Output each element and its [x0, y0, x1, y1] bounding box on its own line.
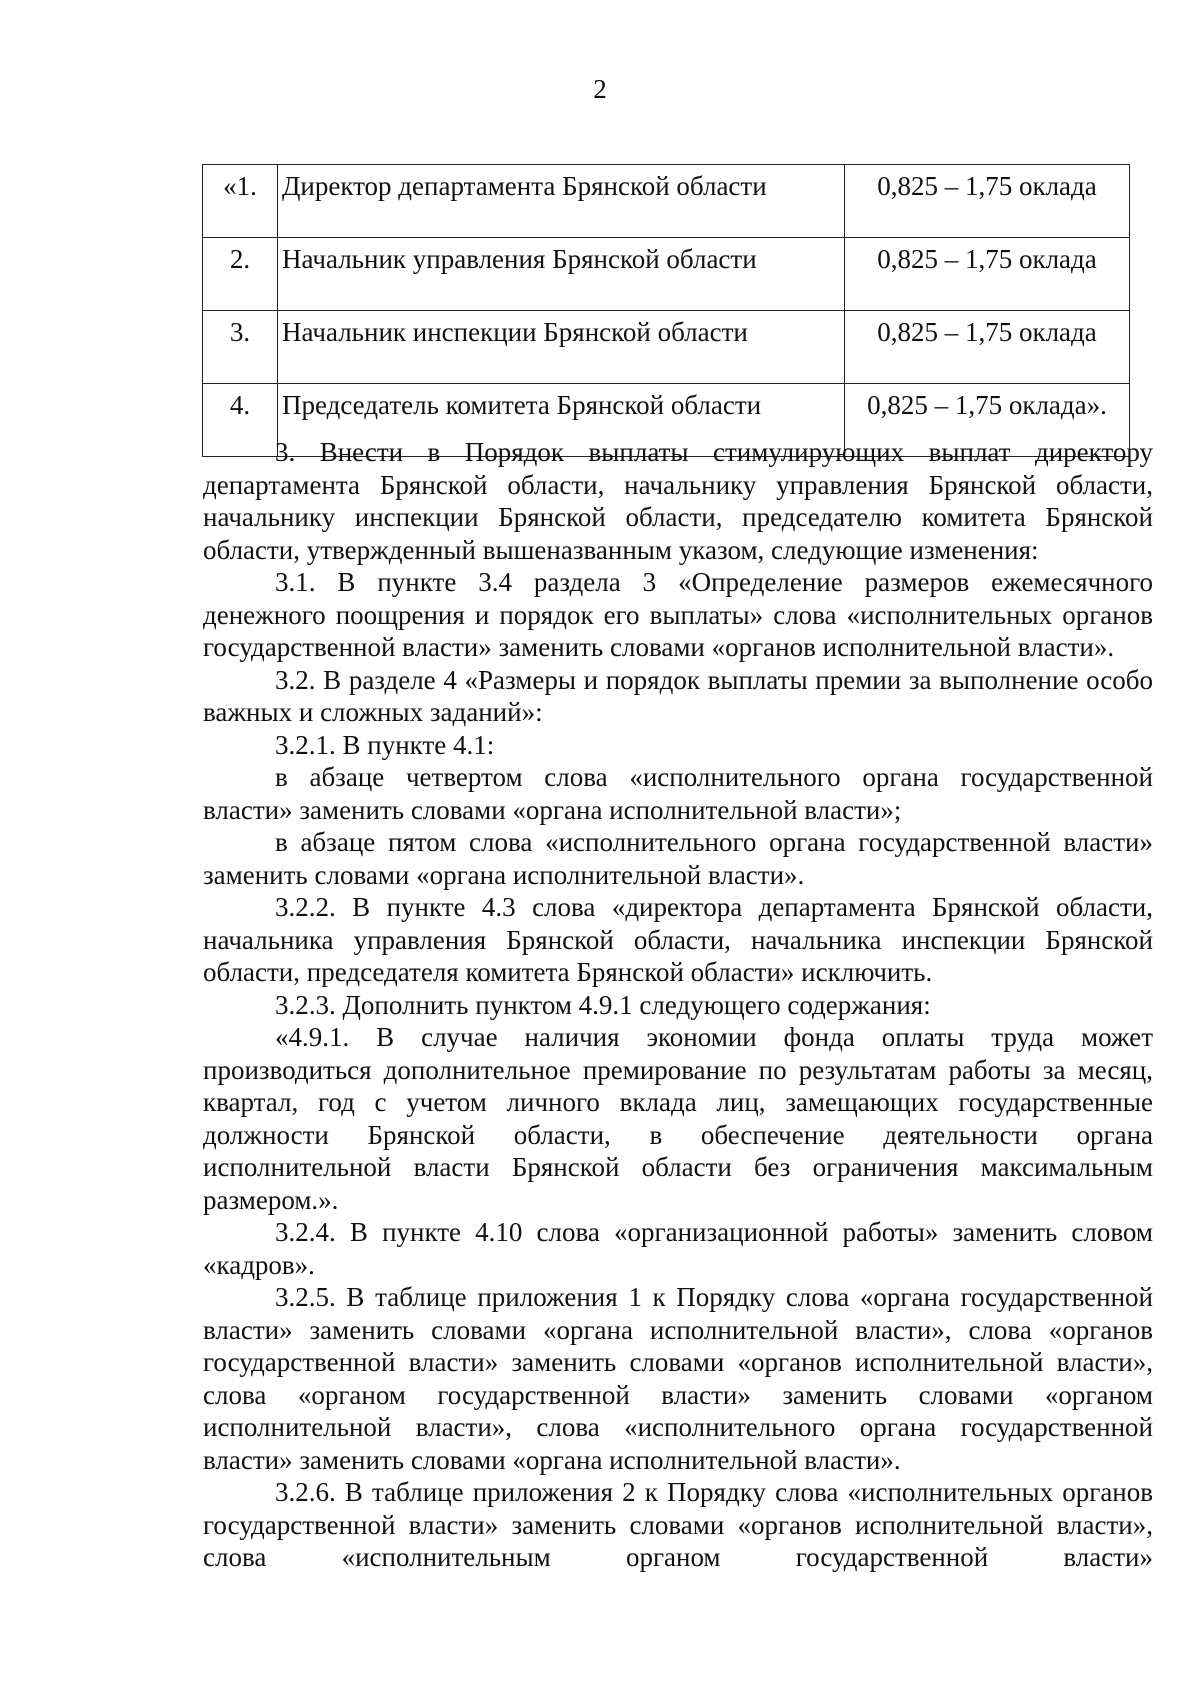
- salary-rate: 0,825 – 1,75 оклада: [845, 311, 1130, 384]
- row-number: «1.: [203, 165, 278, 238]
- position-title: Начальник инспекции Брянской области: [278, 311, 845, 384]
- document-body: [203, 436, 1153, 1574]
- paragraph-3-1: 3.1. В пункте 3.4 раздела 3 «Определение размеров ежемесячного денежного поощрения и порядок его выплаты» слова «исполнительных органов государственной власти» заменить словами «органов исполнительной власти».: [203, 567, 1153, 662]
- table-row: [203, 165, 1130, 238]
- row-number: 2.: [203, 238, 278, 311]
- paragraph-abzac-4: в абзаце четвертом слова «исполнительного органа государственной власти» заменить словами «органа исполнительной власти»;: [203, 762, 1153, 825]
- paragraph-3-2-1: 3.2.1. В пункте 4.1:: [275, 729, 495, 760]
- paragraph-3-2-5: 3.2.5. В таблице приложения 1 к Порядку слова «органа государственной власти» заменить словами «органа исполнительной власти», слова «органов государственной власти» заменить словами «органов исполнительной власти», слова «органом государственной власти» заменить словами «органом исполнительной власти», слова «исполнительного органа государственной власти» заменить словами «органа исполнительной власти».: [203, 1282, 1153, 1475]
- paragraph-3: 3. Внести в Порядок выплаты стимулирующих выплат директору департамента Брянской области, начальнику управления Брянской области, начальнику инспекции Брянской области, председателю комитета Брянской области, утвержденный вышеназванным указом, следующие изменения:: [203, 437, 1153, 565]
- position-title: Начальник управления Брянской области: [278, 238, 845, 311]
- position-title: Председатель комитета Брянской области: [278, 384, 845, 457]
- salary-rate: 0,825 – 1,75 оклада».: [845, 384, 1130, 457]
- row-number: 3.: [203, 311, 278, 384]
- salary-rate: 0,825 – 1,75 оклада: [845, 165, 1130, 238]
- paragraph-3-2-6: 3.2.6. В таблице приложения 2 к Порядку слова «исполнительных органов государственной власти» заменить словами «органов исполнительной власти», слова «исполнительным органом государственной власти»: [203, 1477, 1153, 1572]
- paragraph-abzac-5: в абзаце пятом слова «исполнительного органа государственной власти» заменить словами «органа исполнительной власти».: [203, 827, 1153, 890]
- paragraph-3-2-2: 3.2.2. В пункте 4.3 слова «директора департамента Брянской области, начальника управления Брянской области, начальника инспекции Брянской области, председателя комитета Брянской области» исключить.: [203, 892, 1153, 987]
- row-number: 4.: [203, 384, 278, 457]
- salary-rate: 0,825 – 1,75 оклада: [845, 238, 1130, 311]
- paragraph-4-9-1: «4.9.1. В случае наличия экономии фонда оплаты труда может производиться дополнительное премирование по результатам работы за месяц, квартал, год с учетом личного вклада лиц, замещающих государственные должности Брянской области, в обеспечение деятельности органа исполнительной власти Брянской области без ограничения максимальным размером.».: [203, 1022, 1153, 1215]
- positions-table: [202, 164, 1130, 457]
- paragraph-3-2: 3.2. В разделе 4 «Размеры и порядок выплаты премии за выполнение особо важных и сложных заданий»:: [203, 664, 1153, 727]
- paragraph-3-2-4: 3.2.4. В пункте 4.10 слова «организационной работы» заменить словом «кадров».: [203, 1217, 1153, 1280]
- position-title: Директор департамента Брянской области: [278, 165, 845, 238]
- paragraph-3-2-3: 3.2.3. Дополнить пунктом 4.9.1 следующего содержания:: [275, 989, 931, 1020]
- table-row: [203, 238, 1130, 311]
- table-row: [203, 311, 1130, 384]
- page-number: 2: [593, 74, 607, 104]
